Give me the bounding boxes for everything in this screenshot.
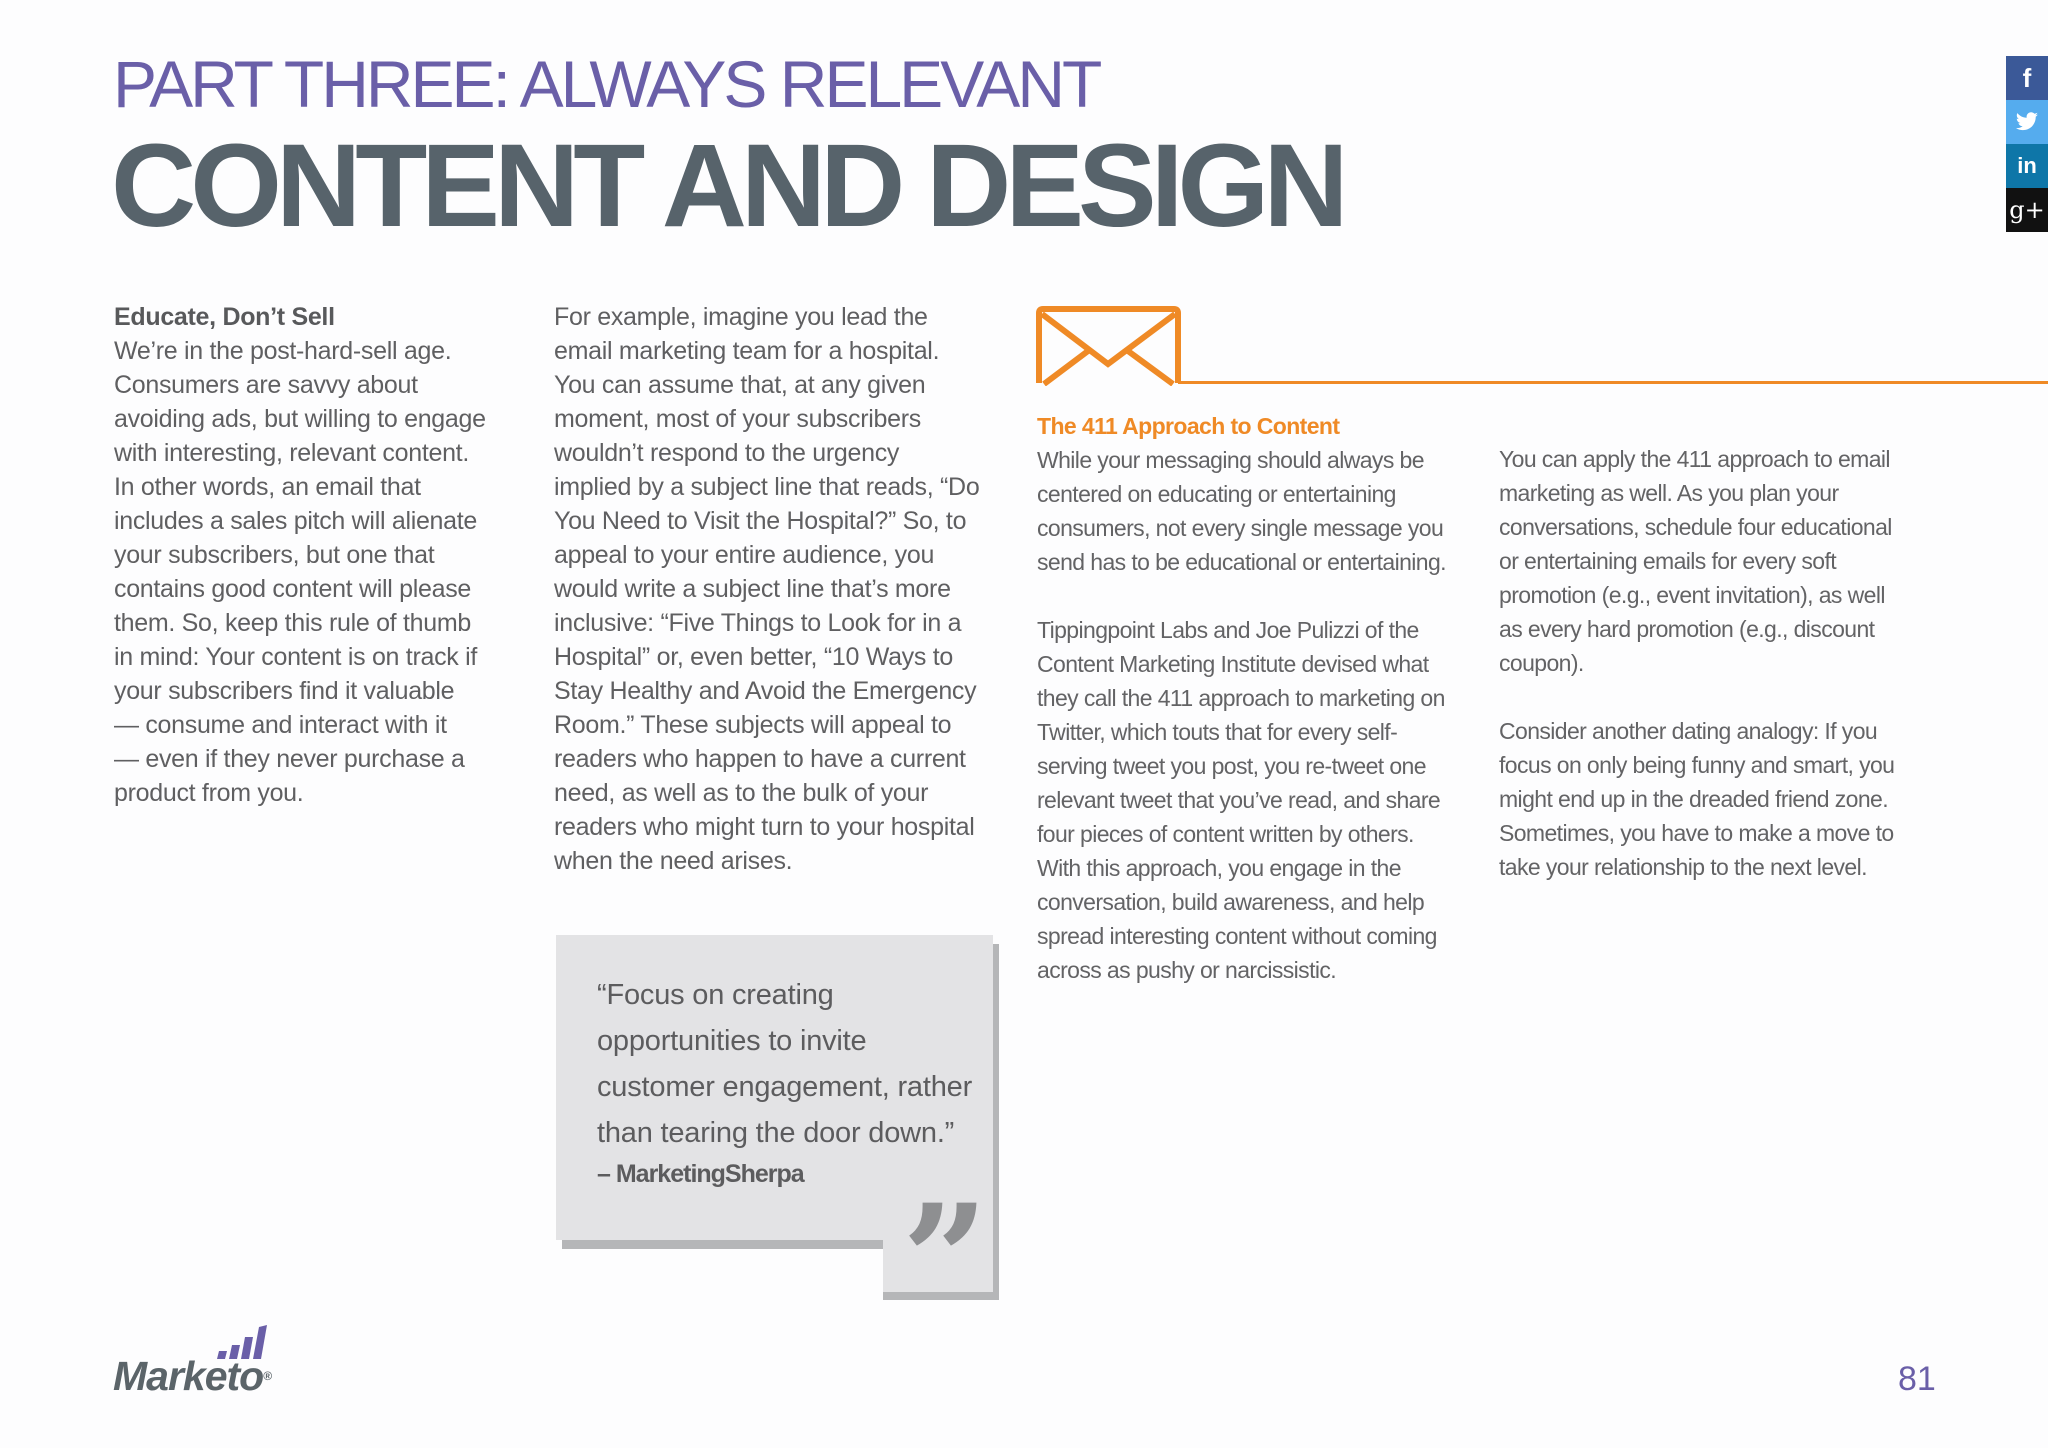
text-line: might end up in the dreaded friend zone.: [1499, 786, 1889, 812]
text-line: implied by a subject line that reads, “Do: [554, 473, 980, 501]
text-line: consumers, not every single message you: [1037, 515, 1444, 541]
text-line: need, as well as to the bulk of your: [554, 779, 929, 807]
text-line: Room.” These subjects will appeal to: [554, 711, 952, 739]
section-divider: [1178, 381, 2048, 384]
text-line: readers who happen to have a current: [554, 745, 966, 773]
text-line: Stay Healthy and Avoid the Emergency: [554, 677, 977, 705]
pull-quote-text: [597, 972, 982, 1156]
text-line: than tearing the door down.”: [597, 1117, 955, 1149]
envelope-icon: [1036, 306, 1181, 386]
text-line: Consumers are savvy about: [114, 371, 418, 399]
text-line: relevant tweet that you’ve read, and share: [1037, 787, 1441, 813]
text-line: conversation, build awareness, and help: [1037, 889, 1425, 915]
logo-wordmark: Marketo: [113, 1353, 264, 1399]
text-line: Twitter, which touts that for every self-: [1037, 719, 1398, 745]
text-line: Sometimes, you have to make a move to: [1499, 820, 1894, 846]
text-line: [1499, 680, 1919, 714]
column-411-email: [1499, 442, 1919, 884]
text-line: conversations, schedule four educational: [1499, 514, 1892, 540]
text-line: serving tweet you post, you re-tweet one: [1037, 753, 1426, 779]
text-line: You can assume that, at any given: [554, 371, 926, 399]
part-label: PART THREE: ALWAYS RELEVANT: [113, 47, 1100, 121]
google-plus-share-button[interactable]: [2006, 188, 2048, 232]
column-body: [1499, 442, 1919, 884]
text-line: Content Marketing Institute devised what: [1037, 651, 1429, 677]
closing-quote-icon: ”: [902, 1172, 989, 1348]
section-heading: Educate, Don’t Sell: [114, 303, 335, 331]
column-example: [554, 300, 994, 878]
text-line: While your messaging should always be: [1037, 447, 1424, 473]
text-line: send has to be educational or entertaining.: [1037, 549, 1446, 575]
text-line: In other words, an email that: [114, 473, 421, 501]
page-title: CONTENT AND DESIGN: [111, 120, 1343, 252]
text-line: Tippingpoint Labs and Joe Pulizzi of the: [1037, 617, 1419, 643]
text-line: take your relationship to the next level.: [1499, 854, 1867, 880]
facebook-icon: f: [2022, 62, 2032, 93]
text-line: your subscribers, but one that: [114, 541, 435, 569]
registered-mark: ®: [263, 1369, 272, 1383]
text-line: spread interesting content without coming: [1037, 923, 1437, 949]
text-line: moment, most of your subscribers: [554, 405, 921, 433]
column-411-approach: [1037, 409, 1457, 987]
text-line: readers who might turn to your hospital: [554, 813, 975, 841]
text-line: You can apply the 411 approach to email: [1499, 446, 1890, 472]
facebook-share-button[interactable]: [2006, 56, 2048, 100]
text-line: — consume and interact with it: [114, 711, 447, 739]
text-line: With this approach, you engage in the: [1037, 855, 1401, 881]
text-line: wouldn’t respond to the urgency: [554, 439, 900, 467]
text-line: You Need to Visit the Hospital?” So, to: [554, 507, 967, 535]
text-line: they call the 411 approach to marketing on: [1037, 685, 1445, 711]
quote-source: – MarketingSherpa: [597, 1160, 804, 1188]
text-line: customer engagement, rather: [597, 1071, 973, 1103]
text-line: inclusive: “Five Things to Look for in a: [554, 609, 962, 637]
text-line: “Focus on creating: [597, 979, 834, 1011]
text-line: them. So, keep this rule of thumb: [114, 609, 471, 637]
text-line: across as pushy or narcissistic.: [1037, 957, 1337, 983]
text-line: marketing as well. As you plan your: [1499, 480, 1839, 506]
marketo-logo: [113, 1352, 271, 1400]
column-body: [554, 300, 994, 878]
text-line: product from you.: [114, 779, 304, 807]
linkedin-icon: in: [2017, 153, 2037, 178]
text-line: — even if they never purchase a: [114, 745, 465, 773]
text-line: promotion (e.g., event invitation), as well: [1499, 582, 1885, 608]
twitter-share-button[interactable]: [2006, 100, 2048, 144]
text-line: [1037, 579, 1457, 613]
page-number: 81: [1898, 1360, 1936, 1398]
text-line: includes a sales pitch will alienate: [114, 507, 478, 535]
text-line: four pieces of content written by others.: [1037, 821, 1414, 847]
linkedin-share-button[interactable]: [2006, 144, 2048, 188]
text-line: We’re in the post-hard-sell age.: [114, 337, 452, 365]
text-line: opportunities to invite: [597, 1025, 867, 1057]
text-line: coupon).: [1499, 650, 1584, 676]
text-line: when the need arises.: [554, 847, 793, 875]
column-body: [1037, 443, 1457, 987]
text-line: focus on only being funny and smart, you: [1499, 752, 1895, 778]
text-line: or entertaining emails for every soft: [1499, 548, 1837, 574]
column-educate: [114, 300, 514, 810]
twitter-icon: [2015, 112, 2039, 132]
text-line: email marketing team for a hospital.: [554, 337, 940, 365]
text-line: centered on educating or entertaining: [1037, 481, 1396, 507]
text-line: For example, imagine you lead the: [554, 303, 928, 331]
text-line: avoiding ads, but willing to engage: [114, 405, 486, 433]
text-line: would write a subject line that’s more: [554, 575, 951, 603]
text-line: as every hard promotion (e.g., discount: [1499, 616, 1875, 642]
text-line: Consider another dating analogy: If you: [1499, 718, 1878, 744]
text-line: appeal to your entire audience, you: [554, 541, 935, 569]
column-body: [114, 334, 514, 810]
text-line: Hospital” or, even better, “10 Ways to: [554, 643, 953, 671]
text-line: with interesting, relevant content.: [114, 439, 469, 467]
google-plus-icon: g+: [2009, 196, 2045, 224]
text-line: contains good content will please: [114, 575, 472, 603]
text-line: your subscribers find it valuable: [114, 677, 455, 705]
text-line: in mind: Your content is on track if: [114, 643, 478, 671]
section-heading: The 411 Approach to Content: [1037, 413, 1340, 439]
